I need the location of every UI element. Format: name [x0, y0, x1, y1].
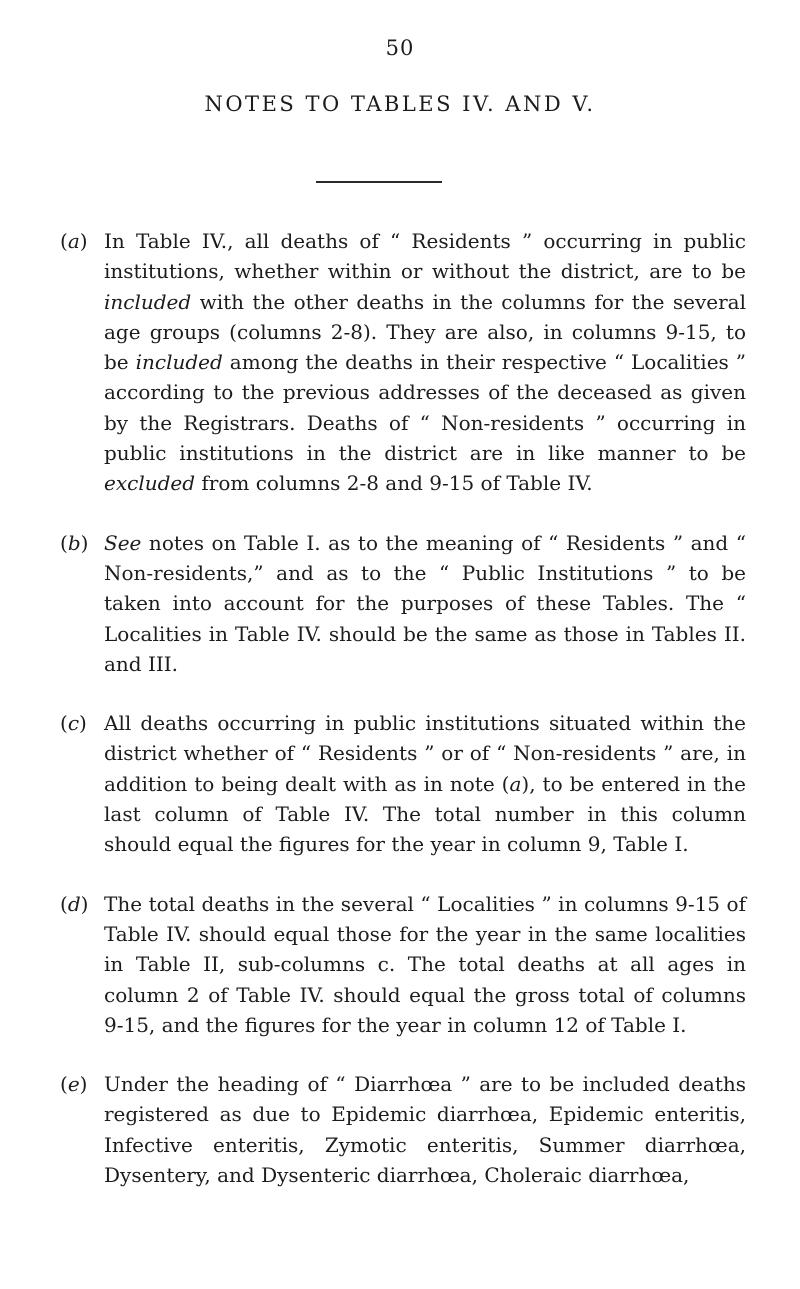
note-e: [0, 1069, 800, 1190]
note-d: [0, 889, 800, 1040]
page-title: NOTES TO TABLES IV. AND V.: [204, 92, 596, 116]
note-c: [0, 708, 800, 859]
note-text-e: Under the heading of “ Diarrhœa ” are to be included deaths registered as due to Epidemic diarrhœa, Epidemic enteritis, Infective enteritis, Zymotic enteritis, Summer diarrhœa, Dysentery, and Dysenteric diarrhœa, Choleraic diarrhœa,: [104, 1072, 746, 1188]
note-text-c: All deaths occurring in public institutions situated within the district whether of “ Residents ” or of “ Non-residents ” are, in addition to being dealt with as in note (a), to be entered in the last column of Table IV. The total number in this column should equal the figures for the year in column 9, Table I.: [104, 711, 747, 857]
note-text-a: In Table IV., all deaths of “ Residents ” occurring in public institutions, whether within or without the district, are to be included with the other deaths in the columns for the several age groups (columns 2-8). They are also, in columns 9-15, to be included among the deaths in their respective “ Localities ” according to the previous addresses of the deceased as given by the Registrars. Deaths of “ Non-residents ” occurring in public institutions in the district are in like manner to be excluded from columns 2-8 and 9-15 of Table IV.: [104, 229, 747, 496]
note-a: [0, 226, 800, 499]
note-b: [0, 528, 800, 679]
note-label-e: (e): [60, 1072, 88, 1097]
note-text-b: See notes on Table I. as to the meaning of “ Residents ” and “ Non-residents,” and as to the “ Public Institutions ” to be taken into account for the purposes of these Tables. The “ Localities in Table IV. should be the same as those in Tables II. and III.: [104, 530, 746, 676]
note-label-a: (a): [60, 229, 88, 253]
note-text-d: The total deaths in the several “ Localities ” in columns 9-15 of Table IV. should equal those for the year in the same localities in Table II, sub-columns c. The total deaths at all ages in column 2 of Table IV. should equal the gross total of columns 9-15, and the figures for the year in column 12 of Table I.: [104, 891, 746, 1037]
notes-list: [0, 226, 800, 1219]
title-divider: [316, 181, 442, 183]
note-label-b: (b): [60, 530, 89, 555]
note-label-d: (d): [60, 891, 89, 916]
note-label-c: (c): [60, 711, 87, 736]
page-number: 50: [385, 36, 415, 60]
